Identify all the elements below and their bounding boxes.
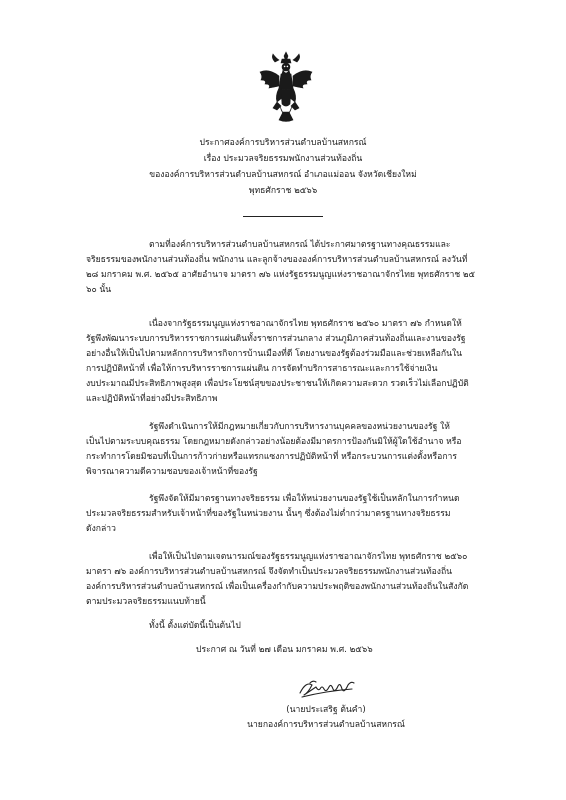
paragraph-line: ประมวลจริยธรรมสำหรับเจ้าหน้าที่ของรัฐในหน่วยงาน นั้นๆ ซึ่งต้องไม่ต่ำกว่ามาตรฐานทางจริยธรรม <box>86 509 451 519</box>
paragraph-line: ๒๘ มกราคม พ.ศ. ๒๕๖๕ อาศัยอำนาจ มาตรา ๗๖ แห่งรัฐธรรมนูญแห่งราชอาณาจักรไทย พุทธศักราช ๒๕ <box>86 270 476 280</box>
header-divider <box>243 216 323 217</box>
paragraph-line: เป็นไปตามระบบคุณธรรม โดยกฎหมายดังกล่าวอย่างน้อยต้องมีมาตรการป้องกันมิให้ผู้ใดใช้อำนาจ หรือ <box>86 437 462 447</box>
announcement-title: ประกาศองค์การบริหารส่วนตำบลบ้านสหกรณ์ <box>199 138 367 148</box>
handwritten-signature-icon <box>296 677 358 701</box>
paragraph-line: มาตรา ๗๖ องค์การบริหารส่วนตำบลบ้านสหกรณ์ จึงจัดทำเป็นประมวลจริยธรรมพนักงานส่วนท้องถิ่น <box>86 567 453 577</box>
paragraph-line: ทั้งนี้ ตั้งแต่บัดนี้เป็นต้นไป <box>149 621 241 631</box>
paragraph-line: จริยธรรมของพนักงานส่วนท้องถิ่น พนักงาน และลูกจ้างขององค์การบริหารส่วนตำบลบ้านสหกรณ์ ลงวันที่ <box>86 255 468 265</box>
paragraph-line: เพื่อให้เป็นไปตามเจตนารมณ์ของรัฐธรรมนูญแห่งราชอาณาจักรไทย พุทธศักราช ๒๕๖๐ <box>149 552 468 562</box>
announcement-date: ประกาศ ณ วันที่ ๒๗ เดือน มกราคม พ.ศ. ๒๕๖๖ <box>196 645 373 655</box>
paragraph-line: งบประมาณมีประสิทธิภาพสูงสุด เพื่อประโยชน์สุขของประชาชนให้เกิดความสะดวก รวดเร็วไม่เลือกปฏิบัติ <box>86 379 469 389</box>
paragraph-line: ตามประมวลจริยธรรมแนบท้ายนี้ <box>86 597 206 607</box>
paragraph-line: กระทำการโดยมิชอบที่เป็นการก้าวก่ายหรือแทรกแซงการปฏิบัติหน้าที่ หรือกระบวนการแต่งตั้งหรือการ <box>86 452 457 462</box>
paragraph-line: การปฏิบัติหน้าที่ เพื่อให้การบริหารราชการแผ่นดิน การจัดทำบริการสาธารณะและการใช้จ่ายเงิน <box>86 364 438 374</box>
announcement-organization: ขององค์การบริหารส่วนตำบลบ้านสหกรณ์ อำเภอแม่ออน จังหวัดเชียงใหม่ <box>149 170 417 180</box>
paragraph-line: รัฐพึงพัฒนาระบบการบริหารราชการแผ่นดินทั้งราชการส่วนกลาง ส่วนภูมิภาคส่วนท้องถิ่นและงานของรัฐ <box>86 334 466 344</box>
paragraph-line: พิจารณาความดีความชอบของเจ้าหน้าที่ของรัฐ <box>86 467 258 477</box>
signer-title: นายกองค์การบริหารส่วนตำบลบ้านสหกรณ์ <box>247 720 405 730</box>
paragraph-line: ดังกล่าว <box>86 524 116 534</box>
paragraph-line: อย่างอื่นให้เป็นไปตามหลักการบริหารกิจการบ้านเมืองที่ดี โดยงานของรัฐต้องร่วมมือและช่วยเหลือกันใน <box>86 349 463 359</box>
signer-name: (นายประเสริฐ ต้นคำ) <box>286 705 366 715</box>
announcement-subject: เรื่อง ประมวลจริยธรรมพนักงานส่วนท้องถิ่น <box>203 154 363 164</box>
paragraph-line: องค์การบริหารส่วนตำบลบ้านสหกรณ์ เพื่อเป็นเครื่องกำกับความประพฤติของพนักงานส่วนท้องถิ่นในสังกัด <box>86 582 469 592</box>
garuda-emblem-icon <box>257 50 315 124</box>
paragraph-line: ๖๐ นั้น <box>86 285 112 295</box>
announcement-year: พุทธศักราช ๒๕๖๖ <box>248 186 318 196</box>
paragraph-line: รัฐพึงดำเนินการให้มีกฎหมายเกี่ยวกับการบริหารงานบุคคลของหน่วยงานของรัฐ ให้ <box>149 422 450 432</box>
paragraph-line: ตามที่องค์การบริหารส่วนตำบลบ้านสหกรณ์ ได้ประกาศมาตรฐานทางคุณธรรมและ <box>149 240 451 250</box>
paragraph-line: และปฏิบัติหน้าที่อย่างมีประสิทธิภาพ <box>86 394 218 404</box>
paragraph-line: รัฐพึงจัดให้มีมาตรฐานทางจริยธรรม เพื่อให้หน่วยงานของรัฐใช้เป็นหลักในการกำหนด <box>149 494 460 504</box>
paragraph-line: เนื่องจากรัฐธรรมนูญแห่งราชอาณาจักรไทย พุทธศักราช ๒๕๖๐ มาตรา ๗๖ กำหนดให้ <box>149 319 462 329</box>
